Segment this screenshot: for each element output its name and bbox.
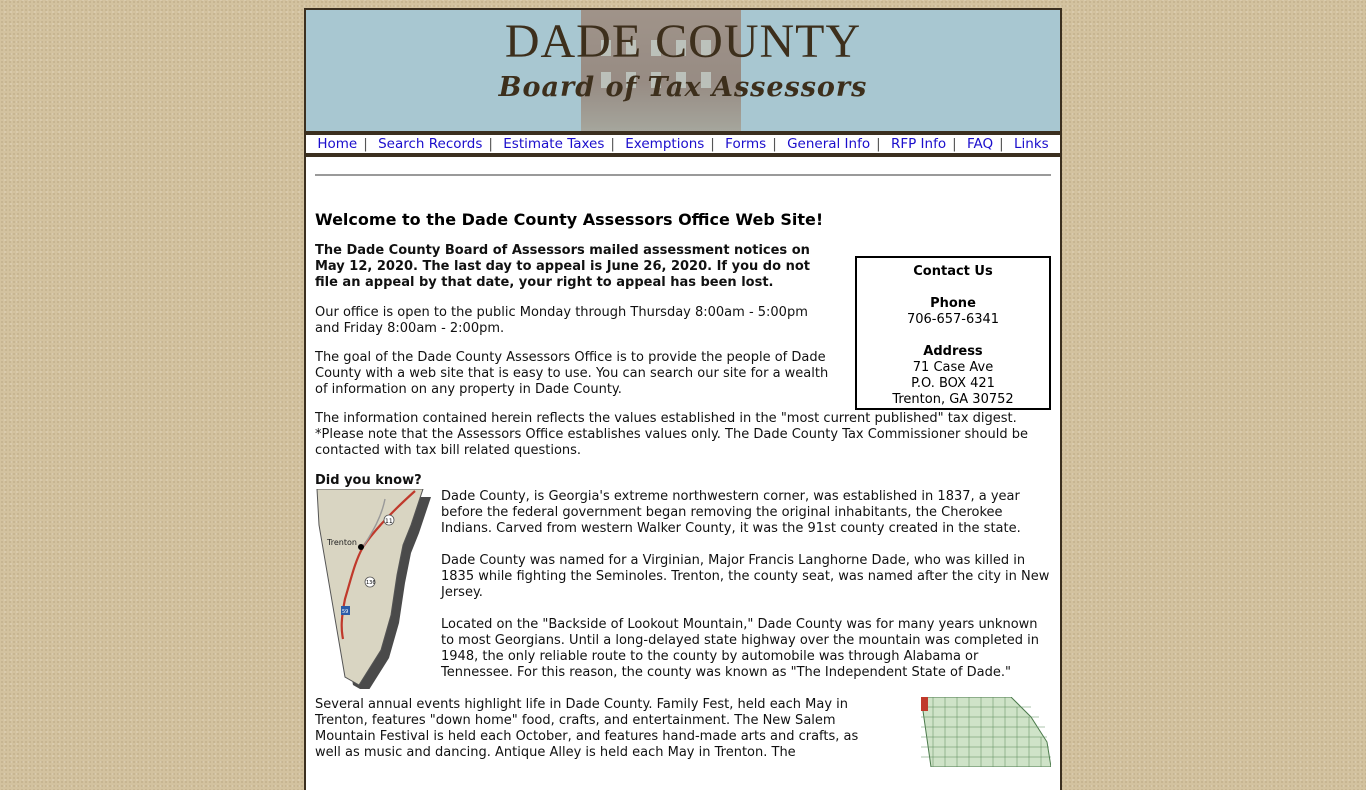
address-label: Address [923,344,983,359]
georgia-map [921,697,1051,767]
address-line: Trenton, GA 30752 [892,392,1014,407]
fact-paragraph: Located on the "Backside of Lookout Mountain," Dade County was for many years unknown to most Georgians. Until a long-delayed state highway over the mountain was completed in 1948, the only reliable route to the county by automobile was through Alabama or Tennessee. For this reason, the county was known as "The Independent State of Dade." [441,617,1040,680]
nav-exemptions[interactable]: Exemptions [625,136,705,152]
nav-search-records[interactable]: Search Records [378,136,483,152]
page-heading: Welcome to the Dade County Assessors Office Web Site! [315,210,824,229]
events-paragraph: Several annual events highlight life in Dade County. Family Fest, held each May in Trenton, features "down home" food, crafts, and entertainment. The New Salem Mountain Festival is held each October, and features hand-made arts and crafts, as well as music and dancing. Antique Alley is held each May in Trenton. The [315,697,859,760]
nav-separator: | [999,136,1004,152]
route-136-shield: 136 [366,580,376,586]
did-you-know-section [315,473,1051,681]
site-title: DADE COUNTY [504,15,862,68]
nav-home[interactable]: Home [317,136,358,152]
map-town-label: Trenton [327,538,357,547]
route-11-shield: 11 [385,518,393,525]
facts-text [441,489,1051,681]
header-banner [306,10,1060,131]
nav-forms[interactable]: Forms [725,136,767,152]
office-hours: Our office is open to the public Monday through Thursday 8:00am - 5:00pm and Friday 8:00am - 2:00pm. [315,305,808,336]
main-nav [306,131,1060,157]
appeal-notice: The Dade County Board of Assessors mailed assessment notices on May 12, 2020. The last day to appeal is June 26, 2020. If you do not file an appeal by that date, your right to appeal has been lost. [315,243,810,290]
contact-title: Contact Us [913,264,993,279]
did-you-know-heading: Did you know? [315,473,422,488]
dade-county-map [315,489,435,689]
fact-paragraph: Dade County, is Georgia's extreme northwestern corner, was established in 1837, a year before the federal government began removing the original inhabitants, the Cherokee Indians. Carved from western Walker County, it was the 91st county created in the state. [441,489,1021,536]
nav-separator: | [363,136,368,152]
address-line: P.O. BOX 421 [911,376,995,391]
nav-estimate-taxes[interactable]: Estimate Taxes [503,136,605,152]
phone-label: Phone [930,296,976,311]
digest-info: The information contained herein reflects the values established in the "most current published" tax digest. [315,411,1017,426]
interstate-59-shield: 59 [342,609,349,615]
tax-note: *Please note that the Assessors Office establishes values only. The Dade County Tax Commissioner should be contacted with tax bill related questions. [315,427,1028,458]
nav-separator: | [876,136,881,152]
nav-separator: | [772,136,777,152]
nav-general-info[interactable]: General Info [787,136,871,152]
nav-separator: | [610,136,615,152]
events-section [315,697,1051,761]
contact-box [855,256,1051,410]
fact-paragraph: Dade County was named for a Virginian, Major Francis Langhorne Dade, who was killed in 1835 while fighting the Seminoles. Trenton, the county seat, was named after the city in New Jersey. [441,553,1050,600]
nav-rfp-info[interactable]: RFP Info [890,136,947,152]
nav-separator: | [710,136,715,152]
nav-separator: | [488,136,493,152]
nav-separator: | [952,136,957,152]
site-goal: The goal of the Dade County Assessors Office is to provide the people of Dade County with a web site that is easy to use. You can search our site for a wealth of information on any property in Dade County. [315,350,829,397]
nav-faq[interactable]: FAQ [966,136,994,152]
address-line: 71 Case Ave [912,360,994,375]
page-container [304,8,1062,790]
main-content [306,174,1060,761]
site-subtitle: Board of Tax Assessors [498,72,868,103]
divider [315,174,1051,176]
nav-links[interactable]: Links [1013,136,1049,152]
phone-number: 706-657-6341 [906,312,1000,327]
